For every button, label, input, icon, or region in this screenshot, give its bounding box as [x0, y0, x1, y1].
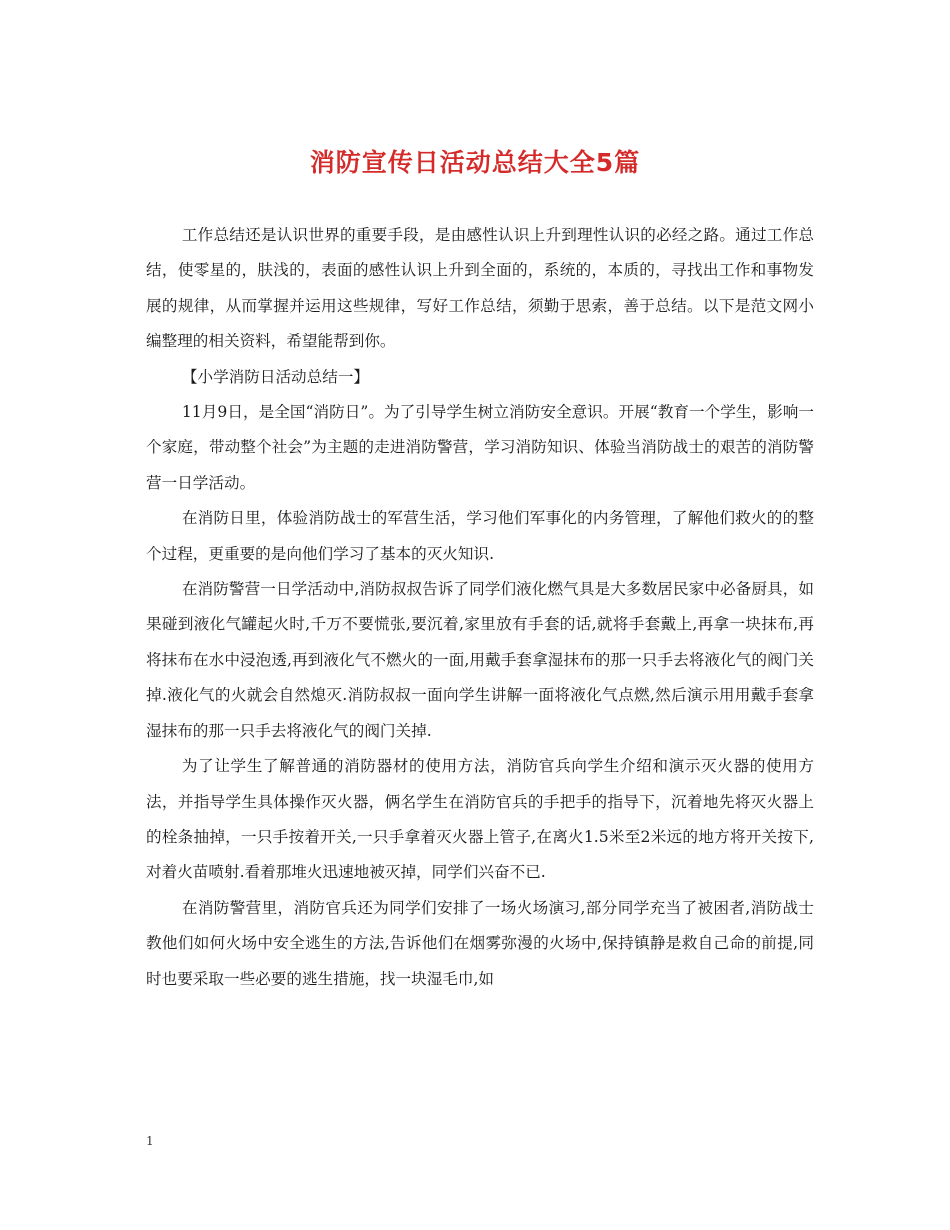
- paragraph-intro: 工作总结还是认识世界的重要手段，是由感性认识上升到理性认识的必经之路。通过工作总结，使零星的，肤浅的，表面的感性认识上升到全面的，系统的，本质的，寻找出工作和事物发展的规律，从而掌握并运用这些规律，写好工作总结，须勤于思索，善于总结。以下是范文网小编整理的相关资料，希望能帮到你。: [146, 226, 814, 351]
- page-number: 1: [146, 1134, 154, 1148]
- paragraph: 在消防警营一日学活动中,消防叔叔告诉了同学们液化燃气具是大多数居民家中必备厨具，如果碰到液化气罐起火时,千万不要慌张,要沉着,家里放有手套的话,就将手套戴上,再拿一块抹布,再将抹布在水中浸泡透,再到液化气不燃火的一面,用戴手套拿湿抹布的那一只手去将液化气的阀门关掉.液化气的火就会自然熄灭.消防叔叔一面向学生讲解一面将液化气点燃,然后演示用用戴手套拿湿抹布的那一只手去将液化气的阀门关掉.: [146, 580, 814, 740]
- paragraph: 为了让学生了解普通的消防器材的使用方法，消防官兵向学生介绍和演示灭火器的使用方法，并指导学生具体操作灭火器，俩名学生在消防官兵的手把手的指导下，沉着地先将灭火器上的栓条抽掉，一只手按着开关,一只手拿着灭火器上管子,在离火1.5米至2米远的地方将开关按下,对着火苗喷射.看着那堆火迅速地被灭掉，同学们兴奋不已.: [146, 757, 814, 882]
- paragraph: 在消防日里，体验消防战士的军营生活，学习他们军事化的内务管理，了解他们救火的的整个过程，更重要的是向他们学习了基本的灭火知识.: [146, 509, 814, 563]
- section-heading: 【小学消防日活动总结一】: [181, 367, 370, 386]
- document-title: 消防宣传日活动总结大全5篇: [309, 148, 641, 177]
- paragraph: 11月9日，是全国“消防日”。为了引导学生树立消防安全意识。开展“教育一个学生，影响一个家庭，带动整个社会”为主题的走进消防警营，学习消防知识、体验当消防战士的艰苦的消防警营一日学活动。: [146, 403, 814, 492]
- document-body: [146, 218, 814, 997]
- paragraph: 在消防警营里，消防官兵还为同学们安排了一场火场演习,部分同学充当了被困者,消防战士教他们如何火场中安全逃生的方法,告诉他们在烟雾弥漫的火场中,保持镇静是救自己命的前提,同时也要采取一些必要的逃生措施，找一块湿毛巾,如: [146, 898, 814, 988]
